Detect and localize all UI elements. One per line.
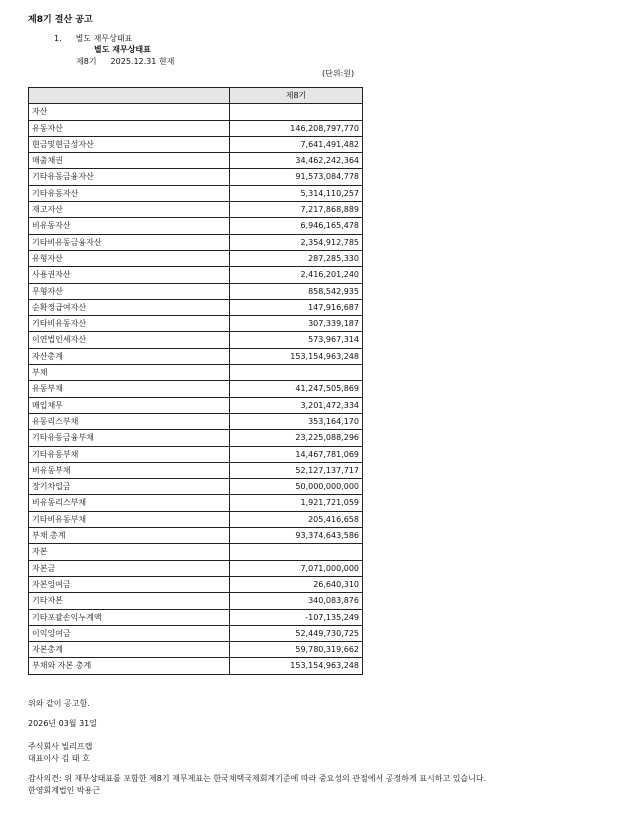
table-row bbox=[29, 299, 363, 315]
table-row bbox=[29, 136, 363, 152]
table-row bbox=[29, 234, 363, 250]
table-row bbox=[29, 332, 363, 348]
row-label: 자본 bbox=[29, 544, 230, 560]
table-row bbox=[29, 153, 363, 169]
row-value: -107,135,249 bbox=[230, 609, 363, 625]
table-row bbox=[29, 495, 363, 511]
row-label: 자본총계 bbox=[29, 642, 230, 658]
row-label: 사용권자산 bbox=[29, 267, 230, 283]
row-value: 14,467,781,069 bbox=[230, 446, 363, 462]
table-row bbox=[29, 576, 363, 592]
page-title: 제8기 결산 공고 bbox=[28, 15, 93, 25]
row-value: 1,921,721,059 bbox=[230, 495, 363, 511]
unit-label: (단위:원) bbox=[322, 69, 355, 78]
row-value: 287,285,330 bbox=[230, 250, 363, 266]
row-label: 유동부채 bbox=[29, 381, 230, 397]
table-row bbox=[29, 283, 363, 299]
notice-text: 위와 같이 공고함. bbox=[28, 699, 90, 708]
table-row bbox=[29, 528, 363, 544]
statement-title: 별도 재무상태표 bbox=[94, 45, 151, 54]
auditor-name: 한영회계법인 박용근 bbox=[28, 786, 101, 795]
row-label: 자본잉여금 bbox=[29, 576, 230, 592]
row-value: 7,071,000,000 bbox=[230, 560, 363, 576]
row-value: 146,208,797,770 bbox=[230, 120, 363, 136]
row-value: 91,573,084,778 bbox=[230, 169, 363, 185]
row-label: 기타비유동부채 bbox=[29, 511, 230, 527]
table-row bbox=[29, 185, 363, 201]
table-row bbox=[29, 430, 363, 446]
section-heading bbox=[54, 33, 132, 44]
table-row bbox=[29, 446, 363, 462]
row-label: 비유동자산 bbox=[29, 218, 230, 234]
row-label: 기타유동금융부채 bbox=[29, 430, 230, 446]
row-label: 유형자산 bbox=[29, 250, 230, 266]
row-label: 자산총계 bbox=[29, 348, 230, 364]
row-value: 307,339,187 bbox=[230, 316, 363, 332]
row-value: 573,967,314 bbox=[230, 332, 363, 348]
table-row bbox=[29, 348, 363, 364]
table-row bbox=[29, 560, 363, 576]
row-value: 858,542,935 bbox=[230, 283, 363, 299]
table-row bbox=[29, 202, 363, 218]
row-label: 기타자본 bbox=[29, 593, 230, 609]
row-value: 2,416,201,240 bbox=[230, 267, 363, 283]
period-label: 제8기 bbox=[76, 57, 97, 66]
period-date: 2025.12.31 현재 bbox=[110, 57, 175, 66]
row-value: 5,314,110,257 bbox=[230, 185, 363, 201]
row-value: 3,201,472,334 bbox=[230, 397, 363, 413]
row-label: 부채 총계 bbox=[29, 528, 230, 544]
row-label: 부채와 자본 총계 bbox=[29, 658, 230, 674]
table-row bbox=[29, 120, 363, 136]
period-line bbox=[76, 56, 174, 67]
section-label: 별도 재무상태표 bbox=[75, 34, 133, 43]
table-row bbox=[29, 625, 363, 641]
row-value: 34,462,242,364 bbox=[230, 153, 363, 169]
row-value: 153,154,963,248 bbox=[230, 658, 363, 674]
table-row bbox=[29, 658, 363, 674]
row-value: 153,154,963,248 bbox=[230, 348, 363, 364]
notice-date: 2026년 03월 31일 bbox=[28, 719, 97, 728]
table-body bbox=[29, 104, 363, 674]
table-row bbox=[29, 381, 363, 397]
row-label: 자산 bbox=[29, 104, 230, 120]
table-row bbox=[29, 169, 363, 185]
row-value: 26,640,310 bbox=[230, 576, 363, 592]
table-row bbox=[29, 250, 363, 266]
column-header: 제8기 bbox=[230, 88, 363, 104]
header-blank-cell bbox=[29, 88, 230, 104]
table-row bbox=[29, 593, 363, 609]
row-value: 52,449,730,725 bbox=[230, 625, 363, 641]
table-row bbox=[29, 413, 363, 429]
row-label: 유동자산 bbox=[29, 120, 230, 136]
table-row bbox=[29, 316, 363, 332]
row-label: 이연법인세자산 bbox=[29, 332, 230, 348]
row-value: 59,780,319,662 bbox=[230, 642, 363, 658]
row-label: 매입채무 bbox=[29, 397, 230, 413]
table-row bbox=[29, 218, 363, 234]
table-row bbox=[29, 609, 363, 625]
row-label: 기타비유동금융자산 bbox=[29, 234, 230, 250]
row-label: 현금및현금성자산 bbox=[29, 136, 230, 152]
ceo-name: 대표이사 김 태 호 bbox=[28, 754, 90, 763]
row-label: 순확정급여자산 bbox=[29, 299, 230, 315]
row-label: 기타유동자산 bbox=[29, 185, 230, 201]
row-value: 23,225,088,296 bbox=[230, 430, 363, 446]
row-label: 기타유동금융자산 bbox=[29, 169, 230, 185]
row-label: 이익잉여금 bbox=[29, 625, 230, 641]
balance-sheet-table bbox=[28, 87, 363, 675]
table-row bbox=[29, 544, 363, 560]
row-value: 2,354,912,785 bbox=[230, 234, 363, 250]
table-header-row bbox=[29, 88, 363, 104]
row-label: 기타비유동자산 bbox=[29, 316, 230, 332]
row-value: 6,946,165,478 bbox=[230, 218, 363, 234]
table-row bbox=[29, 104, 363, 120]
row-label: 비유동부채 bbox=[29, 462, 230, 478]
row-value: 7,217,868,889 bbox=[230, 202, 363, 218]
row-value: 50,000,000,000 bbox=[230, 479, 363, 495]
row-value: 41,247,505,869 bbox=[230, 381, 363, 397]
row-label: 장기차입금 bbox=[29, 479, 230, 495]
row-value: 147,916,687 bbox=[230, 299, 363, 315]
section-number: 1. bbox=[54, 34, 62, 43]
table-row bbox=[29, 511, 363, 527]
table-row bbox=[29, 397, 363, 413]
row-value bbox=[230, 104, 363, 120]
table-row bbox=[29, 479, 363, 495]
row-value: 93,374,643,586 bbox=[230, 528, 363, 544]
row-value: 52,127,137,717 bbox=[230, 462, 363, 478]
row-label: 유동리스부채 bbox=[29, 413, 230, 429]
table-row bbox=[29, 462, 363, 478]
row-label: 재고자산 bbox=[29, 202, 230, 218]
audit-opinion: 감사의견: 위 재무상태표를 포함한 제8기 재무제표는 한국채택국제회계기준에 따라 중요성의 관점에서 공정하게 표시하고 있습니다. bbox=[28, 774, 487, 783]
table-row bbox=[29, 365, 363, 381]
row-value bbox=[230, 544, 363, 560]
row-value: 7,641,491,482 bbox=[230, 136, 363, 152]
row-value: 205,416,658 bbox=[230, 511, 363, 527]
table-row bbox=[29, 267, 363, 283]
row-label: 무형자산 bbox=[29, 283, 230, 299]
row-value: 340,083,876 bbox=[230, 593, 363, 609]
row-label: 비유동리스부채 bbox=[29, 495, 230, 511]
row-label: 기타유동부채 bbox=[29, 446, 230, 462]
row-label: 매출채권 bbox=[29, 153, 230, 169]
row-label: 자본금 bbox=[29, 560, 230, 576]
table-row bbox=[29, 642, 363, 658]
row-value bbox=[230, 365, 363, 381]
row-value: 353,164,170 bbox=[230, 413, 363, 429]
row-label: 부채 bbox=[29, 365, 230, 381]
company-name: 주식회사 빌리프랩 bbox=[28, 742, 93, 751]
row-label: 기타포괄손익누계액 bbox=[29, 609, 230, 625]
